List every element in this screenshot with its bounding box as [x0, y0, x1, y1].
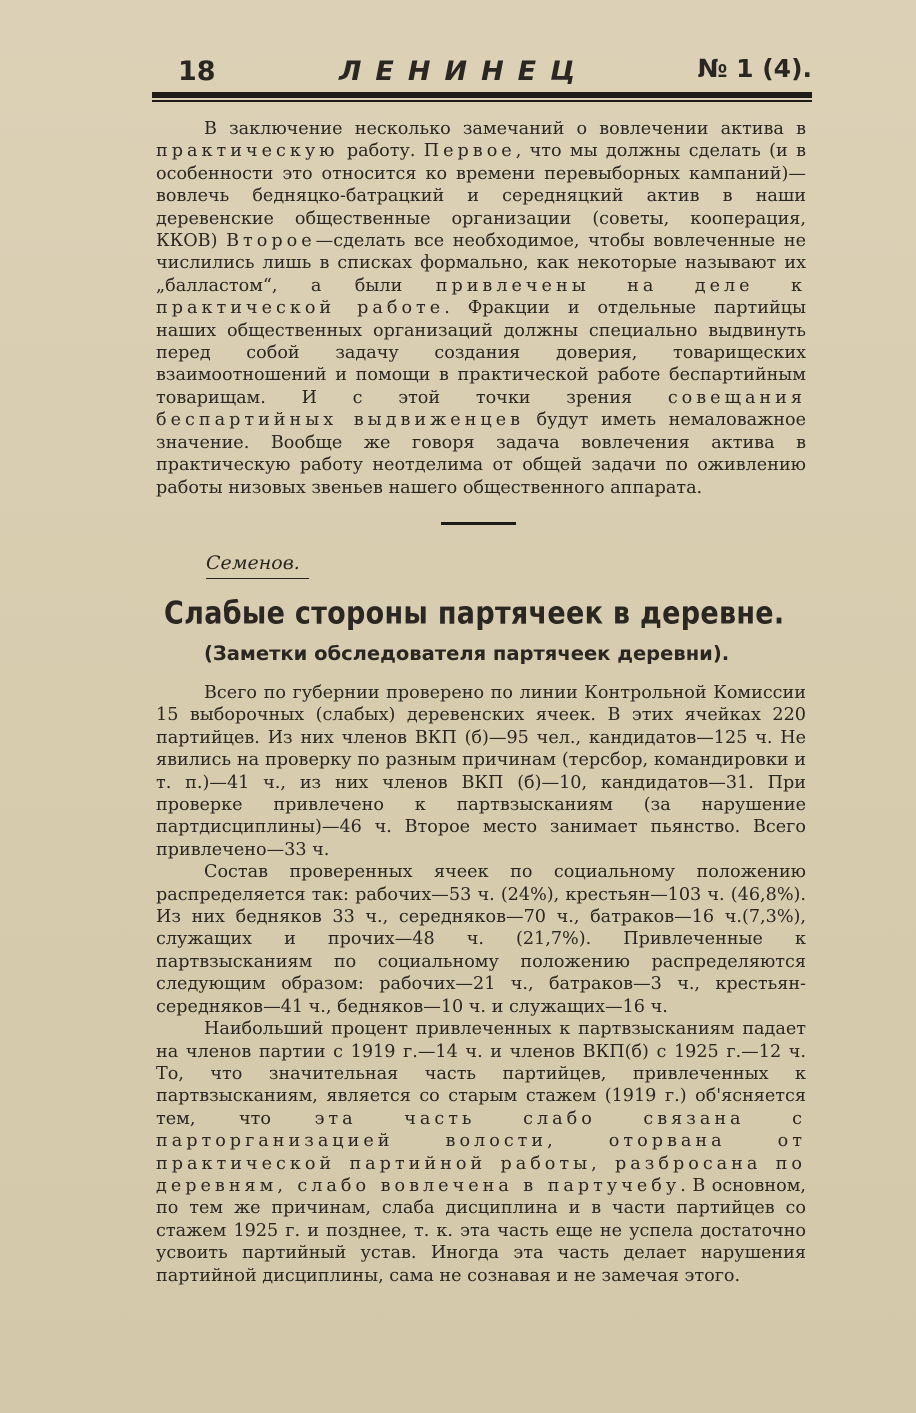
paragraph — [156, 682, 806, 861]
spaced-emphasis: практическую — [156, 141, 339, 162]
header-rule-thick — [152, 92, 812, 98]
header-rule-thin — [152, 100, 812, 102]
section-divider — [441, 522, 516, 525]
text-run: работу. — [338, 141, 424, 162]
spaced-emphasis: эта часть слабо связана с парторганизацией волости, оторвана от практической партийной работы, разбросана по деревням, слабо вовлечена в партучебу — [156, 1108, 806, 1196]
article-author: Семенов. — [206, 552, 300, 574]
article-title: Слабые стороны партячеек в деревне. — [164, 596, 785, 632]
spaced-emphasis: привлечены на деле к практической работе — [156, 275, 806, 319]
text-run: будут иметь немаловажное значение. Вообще же говоря задача вовлечения актива в практическую работу неотделима от общей задачи по оживлению работы низовых звеньев нашего общественного аппарата. — [156, 410, 806, 498]
page-number: 18 — [178, 56, 216, 87]
text-run: —сделать все необходимое, чтобы вовлеченные не числились лишь в списках формально, как некоторые называют их „балластом“, а были — [156, 231, 807, 296]
spaced-emphasis: Второе — [226, 231, 316, 252]
text-run: В заключение несколько замечаний о вовлечении актива в — [204, 119, 806, 139]
article-subtitle: (Заметки обследователя партячеек деревни). — [204, 642, 730, 665]
text-run: , что мы должны сделать (и в особенности это относится ко времени перевыборных кампаний)—вовлечь бедняцко-батрацкий и середняцкий актив в наши деревенские общественные организации (советы, кооперация, ККОВ) — [156, 141, 806, 252]
spaced-emphasis: Первое — [423, 141, 516, 162]
paragraph — [156, 861, 806, 1018]
text-run: Наибольший процент привлеченных к партвзысканиям падает на членов партии с 1919 г.—14 ч. и членов ВКП(б) с 1925 г.—12 ч. То, что значительная часть партийцев, привлеченных к партвзысканиям, является со старым стажем (1919 г.) об'ясняется тем, что — [156, 1019, 806, 1129]
text-run: Всего по губернии проверено по линии Контрольной Комиссии 15 выборочных (слабых) деревенских ячеек. В этих ячейках 220 партийцев. Из них членов ВКП (б)—95 чел., кандидатов—125 ч. Не явились на проверку по разным причинам (терсбор, командировки и т. п.)—41 ч., из них членов ВКП (б)—10, кандидатов—31. При проверке привлечено к партвзысканиям (за нарушение партдисциплины)—46 ч. Второе место занимает пьянство. Всего привлечено—33 ч. — [156, 683, 806, 860]
spaced-emphasis: совещания беспартийных выдвиженцев — [156, 387, 806, 431]
page-header — [152, 50, 812, 94]
text-run: . В основном, по тем же причинам, слаба дисциплина и в части партийцев со стажем 1925 г. и позднее, т. к. эта часть еще не успела достаточно усвоить партийный устав. Иногда эта часть делает нарушения партийной дисциплины, сама не сознавая и не замечая этого. — [156, 1175, 806, 1286]
text-run: . Фракции и отдельные партийцы наших общественных организаций должны специально выдвинуть перед собой задачу создания доверия, товарищеских взаимоотношений и помощи в практической работе беспартийным товарищам. И с этой точки зрения — [156, 298, 806, 408]
conclusion-section — [156, 118, 806, 499]
journal-title: ЛЕНИНЕЦ — [339, 56, 590, 87]
issue-number: № 1 (4). — [697, 54, 812, 83]
author-underline — [206, 578, 309, 579]
article-body — [156, 682, 806, 1287]
paragraph — [156, 1018, 806, 1287]
paragraph — [156, 118, 806, 499]
text-run: Состав проверенных ячеек по социальному положению распределяется так: рабочих—53 ч. (24%), крестьян—103 ч. (46,8%). Из них бедняков 33 ч., середняков—70 ч., батраков—16 ч.(7,3%), служащих и прочих—48 ч. (21,7%). Привлеченные к партвзысканиям по социальному положению распределяются следующим образом: рабочих—21 ч., батраков—3 ч., крестьян-середняков—41 ч., бедняков—10 ч. и служащих—16 ч. — [156, 862, 806, 1017]
